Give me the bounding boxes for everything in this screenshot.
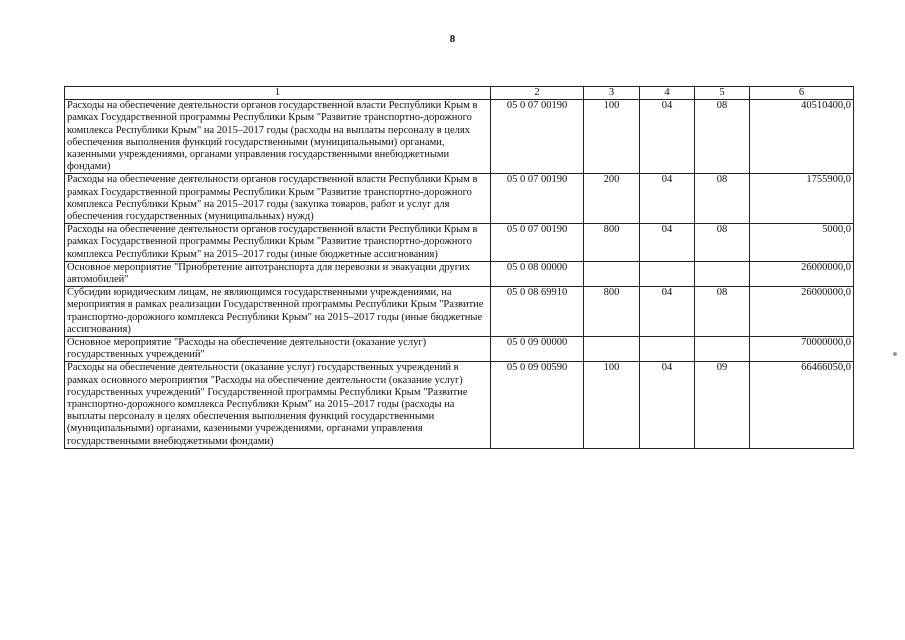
page-number: 8	[449, 33, 456, 45]
row-code: 05 0 08 00000	[491, 261, 584, 286]
row-section: 04	[640, 287, 695, 337]
header-col-6: 6	[750, 87, 854, 100]
row-sum: 26000000,0	[750, 261, 854, 286]
table-row	[65, 287, 854, 337]
table-row	[65, 224, 854, 262]
table-row	[65, 337, 854, 362]
row-expense-type: 100	[584, 362, 640, 448]
row-subsection	[695, 261, 750, 286]
row-name: Основное мероприятие "Приобретение автотранспорта для перевозки и эвакуации других автомобилей"	[65, 261, 491, 286]
row-section	[640, 337, 695, 362]
row-section	[640, 261, 695, 286]
row-subsection: 08	[695, 287, 750, 337]
row-sum: 66466050,0	[750, 362, 854, 448]
table-row	[65, 174, 854, 224]
row-expense-type: 800	[584, 224, 640, 262]
row-name: Субсидии юридическим лицам, не являющимся государственными учреждениями, на мероприятия в рамках реализации Государственной программы Республики Крым "Развитие транспортно-дорожного комплекса Республики Крым" на 2015–2017 годы (иные бюджетные ассигнования)	[65, 287, 491, 337]
row-sum: 26000000,0	[750, 287, 854, 337]
row-code: 05 0 09 00590	[491, 362, 584, 448]
header-col-2: 2	[491, 87, 584, 100]
budget-table	[64, 86, 854, 449]
row-sum: 5000,0	[750, 224, 854, 262]
table-row	[65, 362, 854, 448]
row-sum: 70000000,0	[750, 337, 854, 362]
row-expense-type: 200	[584, 174, 640, 224]
row-name: Расходы на обеспечение деятельности органов государственной власти Республики Крым в рамках Государственной программы Республики Крым "Развитие транспортно-дорожного комплекса Республики Крым" на 2015–2017 годы (иные бюджетные ассигнования)	[65, 224, 491, 262]
row-section: 04	[640, 224, 695, 262]
row-expense-type: 800	[584, 287, 640, 337]
table-row	[65, 100, 854, 174]
row-code: 05 0 07 00190	[491, 100, 584, 174]
row-sum: 40510400,0	[750, 100, 854, 174]
row-sum: 1755900,0	[750, 174, 854, 224]
row-subsection: 08	[695, 174, 750, 224]
row-expense-type	[584, 337, 640, 362]
row-code: 05 0 08 69910	[491, 287, 584, 337]
header-col-5: 5	[695, 87, 750, 100]
header-col-3: 3	[584, 87, 640, 100]
row-section: 04	[640, 100, 695, 174]
row-section: 04	[640, 362, 695, 448]
row-code: 05 0 07 00190	[491, 174, 584, 224]
scan-dot-mark	[893, 352, 897, 356]
table-row	[65, 261, 854, 286]
row-name: Основное мероприятие "Расходы на обеспечение деятельности (оказание услуг) государственных учреждений"	[65, 337, 491, 362]
row-name: Расходы на обеспечение деятельности органов государственной власти Республики Крым в рамках Государственной программы Республики Крым "Развитие транспортно-дорожного комплекса Республики Крым" на 2015–2017 годы (расходы на выплаты персоналу в целях обеспечения выполнения функций государственными (муниципальными) органами, казенными учреждениями, органами управления государственными внебюджетными фондами)	[65, 100, 491, 174]
row-subsection: 08	[695, 224, 750, 262]
row-subsection: 08	[695, 100, 750, 174]
row-name: Расходы на обеспечение деятельности органов государственной власти Республики Крым в рамках Государственной программы Республики Крым "Развитие транспортно-дорожного комплекса Республики Крым" на 2015–2017 годы (закупка товаров, работ и услуг для обеспечения государственных (муниципальных) нужд)	[65, 174, 491, 224]
row-expense-type	[584, 261, 640, 286]
table-header-row	[65, 87, 854, 100]
row-subsection	[695, 337, 750, 362]
header-col-4: 4	[640, 87, 695, 100]
row-expense-type: 100	[584, 100, 640, 174]
row-subsection: 09	[695, 362, 750, 448]
row-code: 05 0 07 00190	[491, 224, 584, 262]
row-name: Расходы на обеспечение деятельности (оказание услуг) государственных учреждений в рамках основного мероприятия "Расходы на обеспечение деятельности (оказание услуг) государственных учреждений" Государственной программы Республики Крым "Развитие транспортно-дорожного комплекса Республики Крым" на 2015–2017 годы (расходы на выплаты персоналу в целях обеспечения выполнения функций государственными (муниципальными) органами, казенными учреждениями, органами управления государственными внебюджетными фондами)	[65, 362, 491, 448]
header-col-1: 1	[65, 87, 491, 100]
row-code: 05 0 09 00000	[491, 337, 584, 362]
row-section: 04	[640, 174, 695, 224]
